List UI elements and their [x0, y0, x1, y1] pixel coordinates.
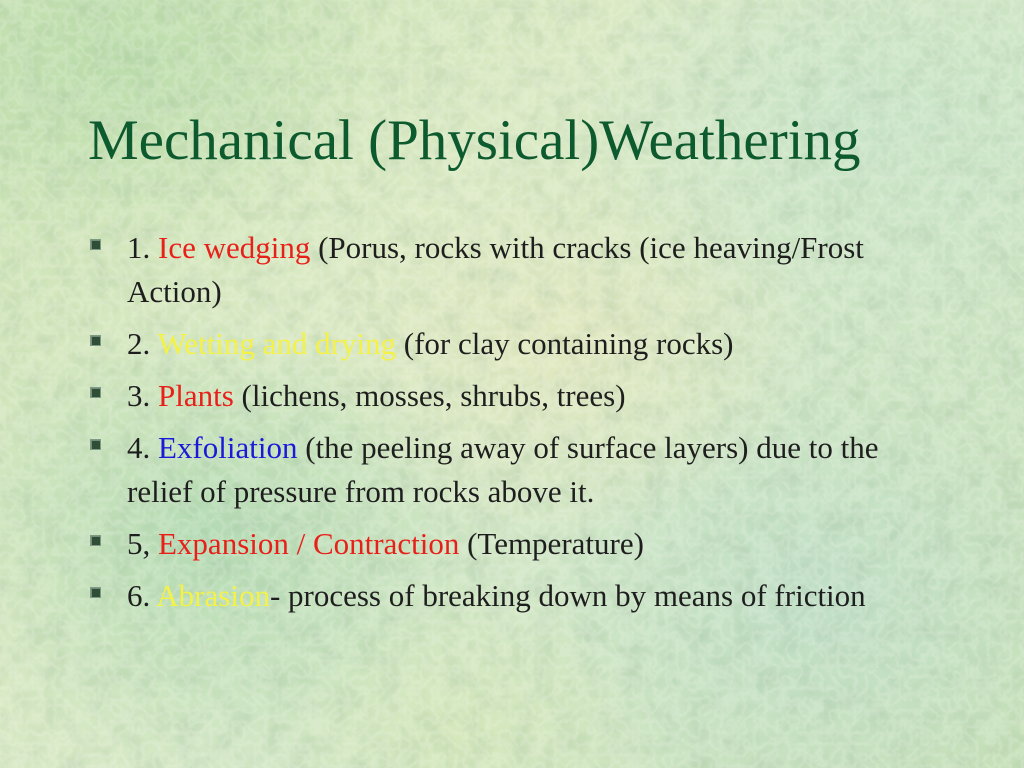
bullet-item-exfoliation	[90, 426, 940, 514]
bullet-description: (the peeling away of surface layers) due to the relief of pressure from rocks above it.	[127, 430, 879, 509]
bullet-number: 6.	[127, 578, 157, 613]
bullet-number: 5,	[127, 526, 158, 561]
bullet-term: Plants	[158, 378, 234, 413]
bullet-item-abrasion	[90, 574, 940, 618]
bullet-term: Exfoliation	[158, 430, 298, 465]
square-bullet-icon	[90, 239, 101, 250]
bullet-list	[90, 226, 940, 626]
bullet-term: Ice wedging	[158, 230, 311, 265]
bullet-number: 1.	[127, 230, 158, 265]
square-bullet-icon	[90, 587, 101, 598]
square-bullet-icon	[90, 335, 101, 346]
bullet-number: 2.	[127, 326, 158, 361]
bullet-term: Abrasion	[156, 578, 270, 613]
bullet-description: (Porus, rocks with cracks (ice heaving/Frost Action)	[127, 230, 864, 309]
square-bullet-icon	[90, 387, 101, 398]
square-bullet-icon	[90, 439, 101, 450]
slide-title: Mechanical (Physical)Weathering	[88, 109, 861, 172]
bullet-number: 4.	[127, 430, 158, 465]
square-bullet-icon	[90, 535, 101, 546]
bullet-term: Expansion / Contraction	[158, 526, 460, 561]
bullet-item-expansion-contraction	[90, 522, 940, 566]
bullet-term: Wetting and drying	[157, 326, 397, 361]
bullet-number: 3.	[127, 378, 158, 413]
bullet-description: - process of breaking down by means of friction	[269, 578, 866, 613]
bullet-item-ice-wedging	[90, 226, 940, 314]
bullet-description: (for clay containing rocks)	[396, 326, 734, 361]
bullet-item-wetting-and-drying	[90, 322, 940, 366]
bullet-description: (lichens, mosses, shrubs, trees)	[233, 378, 626, 413]
bullet-item-plants	[90, 374, 940, 418]
bullet-description: (Temperature)	[459, 526, 644, 561]
